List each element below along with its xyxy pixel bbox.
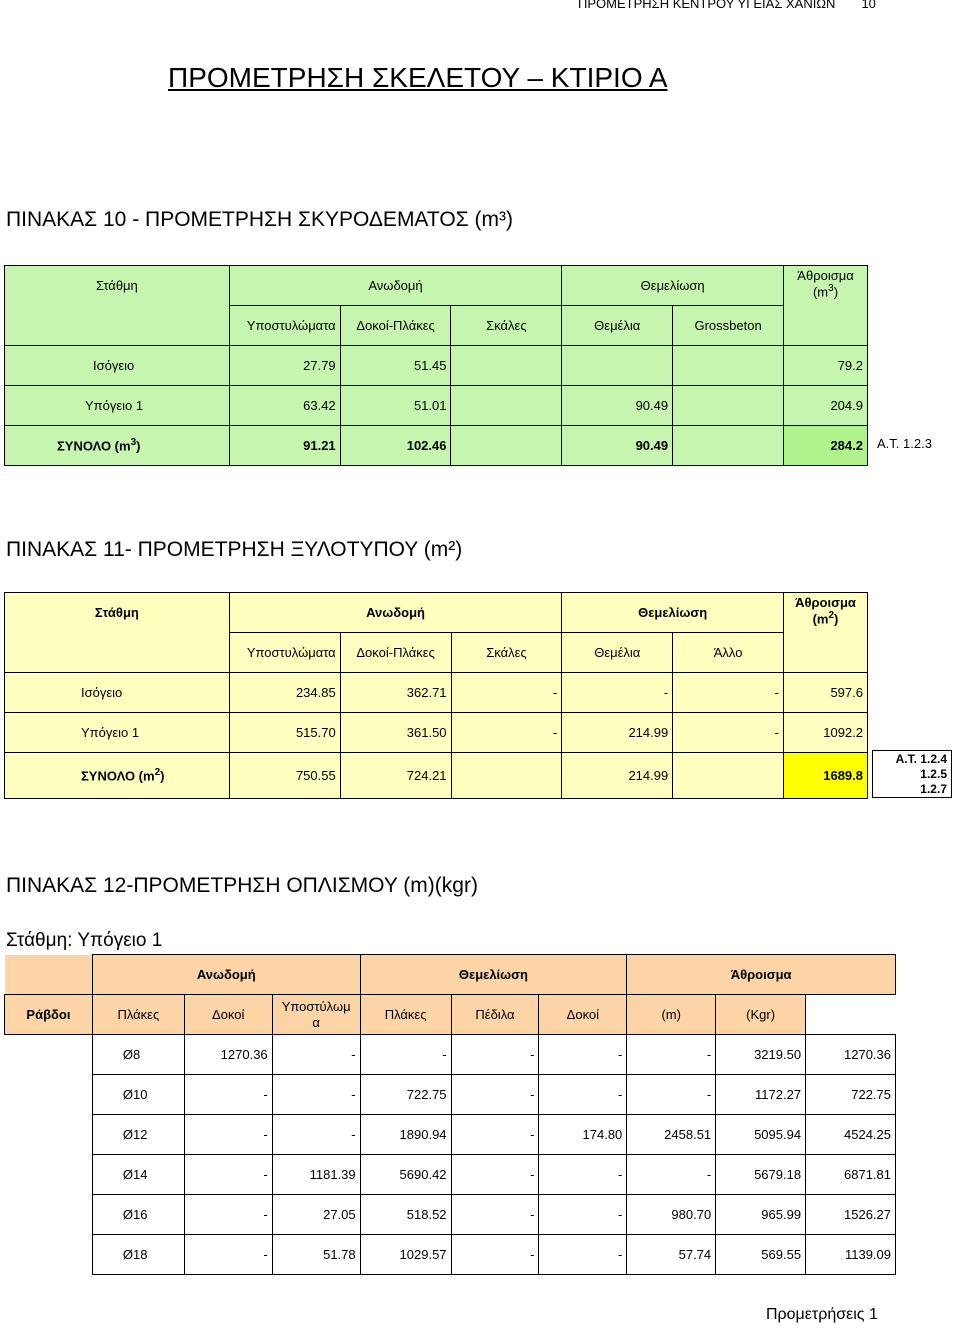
t12-cell: 722.75 bbox=[806, 1075, 896, 1115]
t10-cell bbox=[451, 346, 562, 386]
t10-h-anodomi: Ανωδομή bbox=[229, 266, 562, 306]
t12-cell: 27.05 bbox=[272, 1195, 360, 1235]
t12-cell: - bbox=[539, 1195, 627, 1235]
t10-h-sum bbox=[784, 266, 868, 346]
t12-sub: Πλάκες bbox=[92, 995, 184, 1035]
t12-h-anodomi: Ανωδομή bbox=[92, 955, 360, 995]
t12-cell: - bbox=[184, 1115, 272, 1155]
t12-sub: Πλάκες bbox=[360, 995, 451, 1035]
t10-sum-cell: 79.2 bbox=[784, 346, 868, 386]
t10-cell: 27.79 bbox=[229, 346, 340, 386]
t12-cell: 569.55 bbox=[716, 1235, 806, 1275]
t11-ref: 1.2.7 bbox=[920, 782, 947, 796]
t12-cell: 1172.27 bbox=[716, 1075, 806, 1115]
t12-cell: 1270.36 bbox=[806, 1035, 896, 1075]
t11-row-label: Υπόγειο 1 bbox=[5, 713, 230, 753]
t12-sub: (Kgr) bbox=[716, 995, 806, 1035]
table-row bbox=[5, 673, 868, 713]
t11-cell: 362.71 bbox=[340, 673, 451, 713]
t12-cell: - bbox=[272, 1035, 360, 1075]
t12-cell: - bbox=[184, 1235, 272, 1275]
t10-cell bbox=[673, 386, 784, 426]
t12-cell: - bbox=[451, 1235, 539, 1275]
t11-total-label bbox=[5, 753, 230, 799]
t11-total-exp: 2 bbox=[154, 767, 161, 779]
t10-cell: 51.45 bbox=[340, 346, 451, 386]
t10-total-sum: 284.2 bbox=[784, 426, 868, 466]
t11-ref-box bbox=[872, 750, 952, 798]
t10-row-label: Υπόγειο 1 bbox=[5, 386, 230, 426]
t10-cell: 51.01 bbox=[340, 386, 451, 426]
t10-cell: 63.42 bbox=[229, 386, 340, 426]
t12-cell: - bbox=[627, 1075, 716, 1115]
t11-h-sum bbox=[784, 593, 868, 673]
t12-cell: - bbox=[451, 1035, 539, 1075]
t12-cell: 2458.51 bbox=[627, 1115, 716, 1155]
t10-sum-cell: 204.9 bbox=[784, 386, 868, 426]
t10-total-cell: 102.46 bbox=[340, 426, 451, 466]
t12-sub: Πέδιλα bbox=[451, 995, 539, 1035]
t10-h-themeliosi: Θεμελίωση bbox=[562, 266, 784, 306]
t11-h-sum-label: Άθροισμα bbox=[795, 595, 856, 610]
table-row-total bbox=[5, 426, 868, 466]
table-row bbox=[5, 1155, 896, 1195]
table12-heading: ΠΙΝΑΚΑΣ 12-ΠΡΟΜΕΤΡΗΣΗ ΟΠΛΙΣΜΟΥ (m)(kgr) bbox=[6, 874, 478, 897]
table-row bbox=[5, 713, 868, 753]
t12-bar: Ø18 bbox=[92, 1235, 184, 1275]
t12-cell: - bbox=[539, 1235, 627, 1275]
t12-spacer bbox=[5, 1115, 93, 1155]
t11-sum-cell: 597.6 bbox=[784, 673, 868, 713]
t12-cell: - bbox=[451, 1155, 539, 1195]
t10-cell bbox=[673, 346, 784, 386]
t12-spacer bbox=[5, 1075, 93, 1115]
t10-h-sum-exp: 3 bbox=[828, 283, 834, 294]
t10-sub: Grossbeton bbox=[673, 306, 784, 346]
t11-total-text: ΣΥΝΟΛΟ (m bbox=[81, 768, 155, 784]
t12-cell: 1181.39 bbox=[272, 1155, 360, 1195]
t11-h-sum-close: ) bbox=[834, 611, 839, 627]
t12-cell: 1890.94 bbox=[360, 1115, 451, 1155]
t11-sub: Θεμέλια bbox=[562, 633, 673, 673]
t11-sub: Υποστυλώματα bbox=[229, 633, 340, 673]
page-number: 10 bbox=[861, 0, 876, 11]
t11-cell: 234.85 bbox=[229, 673, 340, 713]
t12-cell: - bbox=[184, 1195, 272, 1235]
t12-level: Στάθμη: Υπόγειο 1 bbox=[6, 930, 163, 951]
table-row bbox=[5, 386, 868, 426]
t11-sub: Σκάλες bbox=[451, 633, 562, 673]
t11-h-anodomi: Ανωδομή bbox=[229, 593, 562, 633]
t12-sub-part: Υποστύλωμ bbox=[281, 998, 351, 1014]
t12-cell: 5690.42 bbox=[360, 1155, 451, 1195]
t10-h-sum-unit: (m bbox=[812, 284, 829, 300]
t11-total-cell: 750.55 bbox=[229, 753, 340, 799]
t11-total-sum: 1689.8 bbox=[784, 753, 868, 799]
t11-h-stathmi: Στάθμη bbox=[5, 593, 230, 673]
t11-cell: - bbox=[562, 673, 673, 713]
t12-cell: 4524.25 bbox=[806, 1115, 896, 1155]
t10-ref: Α.Τ. 1.2.3 bbox=[877, 436, 932, 451]
t12-cell: 722.75 bbox=[360, 1075, 451, 1115]
table-row bbox=[5, 1235, 896, 1275]
t12-cell: - bbox=[360, 1035, 451, 1075]
t12-cell: 51.78 bbox=[272, 1235, 360, 1275]
table-row bbox=[5, 1195, 896, 1235]
t11-cell: 515.70 bbox=[229, 713, 340, 753]
t12-spacer bbox=[5, 1155, 93, 1195]
t12-corner bbox=[5, 955, 93, 995]
t12-cell: - bbox=[272, 1075, 360, 1115]
t12-cell: - bbox=[184, 1155, 272, 1195]
t11-cell: - bbox=[673, 713, 784, 753]
t11-total-cell bbox=[673, 753, 784, 799]
t12-h-sum: Άθροισμα bbox=[627, 955, 896, 995]
t12-cell: 3219.50 bbox=[716, 1035, 806, 1075]
table11 bbox=[4, 592, 868, 799]
t12-sub-part: α bbox=[312, 1014, 320, 1030]
t10-cell: 90.49 bbox=[562, 386, 673, 426]
t11-cell: - bbox=[451, 713, 562, 753]
t12-bar: Ø8 bbox=[92, 1035, 184, 1075]
t10-cell bbox=[451, 386, 562, 426]
table-row bbox=[5, 1075, 896, 1115]
t10-h-stathmi: Στάθμη bbox=[5, 266, 230, 346]
t11-h-sum-unit: (m bbox=[812, 611, 829, 627]
t12-sub: Δοκοί bbox=[184, 995, 272, 1035]
t10-total-label bbox=[5, 426, 230, 466]
t10-total-cell: 90.49 bbox=[562, 426, 673, 466]
t10-cell bbox=[562, 346, 673, 386]
t12-spacer bbox=[5, 1235, 93, 1275]
t10-sub: Υποστυλώματα bbox=[229, 306, 340, 346]
table-row bbox=[5, 346, 868, 386]
t12-cell: - bbox=[272, 1115, 360, 1155]
t12-cell: - bbox=[451, 1075, 539, 1115]
t12-cell: 1526.27 bbox=[806, 1195, 896, 1235]
t12-h-themeliosi: Θεμελίωση bbox=[360, 955, 627, 995]
t11-ref: Α.Τ. 1.2.4 bbox=[895, 752, 947, 766]
t12-spacer bbox=[5, 1195, 93, 1235]
table-row bbox=[5, 1115, 896, 1155]
t10-total-cell bbox=[673, 426, 784, 466]
t12-sub-ravdoi: Ράβδοι bbox=[5, 995, 93, 1035]
t12-cell: - bbox=[627, 1155, 716, 1195]
page-footer: Προμετρήσεις 1 bbox=[766, 1306, 878, 1323]
t12-cell: 5095.94 bbox=[716, 1115, 806, 1155]
t12-bar: Ø10 bbox=[92, 1075, 184, 1115]
t11-total-cell: 214.99 bbox=[562, 753, 673, 799]
t12-cell: 1139.09 bbox=[806, 1235, 896, 1275]
t12-cell: 174.80 bbox=[539, 1115, 627, 1155]
t12-cell: - bbox=[184, 1075, 272, 1115]
t11-total-close: ) bbox=[160, 768, 165, 784]
table10 bbox=[4, 265, 868, 466]
t10-total-text: ΣΥΝΟΛΟ (m bbox=[57, 438, 131, 454]
t10-h-sum-close: ) bbox=[833, 284, 839, 300]
t12-cell: 1270.36 bbox=[184, 1035, 272, 1075]
t12-cell: 1029.57 bbox=[360, 1235, 451, 1275]
t11-cell: 214.99 bbox=[562, 713, 673, 753]
table-row-total bbox=[5, 753, 868, 799]
t12-cell: 980.70 bbox=[627, 1195, 716, 1235]
t12-sub: (m) bbox=[627, 995, 716, 1035]
t12-cell: - bbox=[451, 1195, 539, 1235]
header-text: ΠΡΟΜΕΤΡΗΣΗ ΚΕΝΤΡΟΥ ΥΓΕΙΑΣ ΧΑΝΙΩΝ bbox=[578, 0, 836, 11]
t12-cell: 965.99 bbox=[716, 1195, 806, 1235]
t10-total-cell bbox=[451, 426, 562, 466]
t10-total-close: ) bbox=[136, 438, 141, 454]
t10-total-exp: 3 bbox=[130, 437, 137, 449]
t11-cell: - bbox=[673, 673, 784, 713]
table11-heading: ΠΙΝΑΚΑΣ 11- ΠΡΟΜΕΤΡΗΣΗ ΞΥΛΟΤΥΠΟΥ (m²) bbox=[6, 538, 463, 561]
page-title: ΠΡΟΜΕΤΡΗΣΗ ΣΚΕΛΕΤΟΥ – ΚΤΙΡΙΟ Α bbox=[168, 62, 668, 93]
t10-row-label: Ισόγειο bbox=[5, 346, 230, 386]
t10-sub: Θεμέλια bbox=[562, 306, 673, 346]
t10-total-cell: 91.21 bbox=[229, 426, 340, 466]
t12-spacer bbox=[5, 1035, 93, 1075]
t12-bar: Ø16 bbox=[92, 1195, 184, 1235]
table-row bbox=[5, 1035, 896, 1075]
table12 bbox=[4, 954, 896, 1275]
t11-total-cell bbox=[451, 753, 562, 799]
t10-sub: Σκάλες bbox=[451, 306, 562, 346]
t12-cell: 57.74 bbox=[627, 1235, 716, 1275]
t11-h-sum-exp: 2 bbox=[828, 610, 835, 621]
t10-h-sum-label: Άθροισμα bbox=[797, 268, 854, 283]
t11-sub: Δοκοί-Πλάκες bbox=[340, 633, 451, 673]
t10-sub: Δοκοί-Πλάκες bbox=[340, 306, 451, 346]
t12-bar: Ø14 bbox=[92, 1155, 184, 1195]
t11-ref: 1.2.5 bbox=[920, 767, 947, 781]
t11-total-cell: 724.21 bbox=[340, 753, 451, 799]
t11-h-themeliosi: Θεμελίωση bbox=[562, 593, 784, 633]
t12-cell: 6871.81 bbox=[806, 1155, 896, 1195]
t11-row-label: Ισόγειο bbox=[5, 673, 230, 713]
t12-cell: - bbox=[451, 1115, 539, 1155]
t12-cell: - bbox=[539, 1155, 627, 1195]
page-header bbox=[578, 0, 876, 11]
t11-sum-cell: 1092.2 bbox=[784, 713, 868, 753]
t12-cell: 5679.18 bbox=[716, 1155, 806, 1195]
table10-heading: ΠΙΝΑΚΑΣ 10 - ΠΡΟΜΕΤΡΗΣΗ ΣΚΥΡΟΔΕΜΑΤΟΣ (m³) bbox=[6, 208, 513, 231]
t11-sub: Άλλο bbox=[673, 633, 784, 673]
t12-cell: 518.52 bbox=[360, 1195, 451, 1235]
t12-cell: - bbox=[627, 1035, 716, 1075]
t11-cell: - bbox=[451, 673, 562, 713]
t12-cell: - bbox=[539, 1035, 627, 1075]
t12-sub-ypostylomata bbox=[272, 995, 360, 1035]
t12-cell: - bbox=[539, 1075, 627, 1115]
t11-cell: 361.50 bbox=[340, 713, 451, 753]
t12-bar: Ø12 bbox=[92, 1115, 184, 1155]
t12-sub: Δοκοί bbox=[539, 995, 627, 1035]
